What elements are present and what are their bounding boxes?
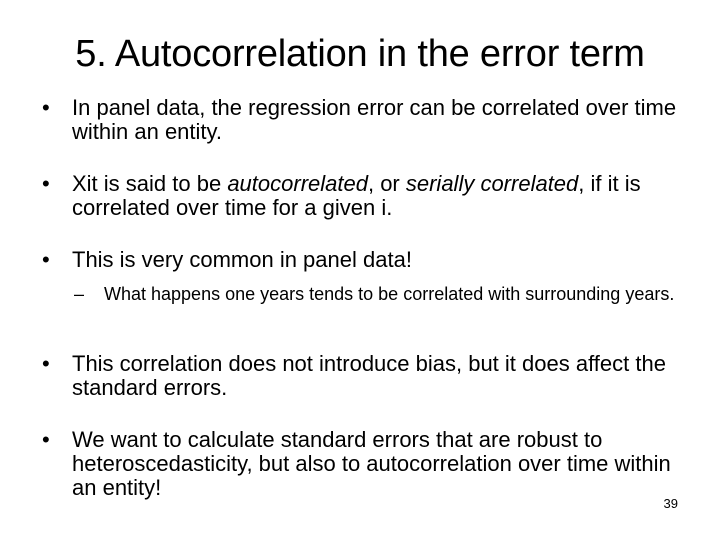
bullet-icon: •	[42, 351, 50, 376]
bullet-item	[42, 352, 682, 400]
bullet-item	[42, 172, 682, 220]
bullet-text: This is very common in panel data!	[72, 247, 412, 272]
sub-bullet-item	[74, 284, 684, 304]
bullet-text-suffix: , if it is correlated over time for a given i.	[72, 171, 641, 220]
sub-bullet-text: What happens one years tends to be correlated with surrounding years.	[104, 284, 675, 304]
bullet-item	[42, 96, 682, 144]
bullet-text: In panel data, the regression error can be correlated over time within an entity.	[72, 95, 677, 144]
dash-icon: –	[74, 284, 85, 304]
bullet-text	[72, 172, 682, 220]
bullet-text-prefix: Xit is said to be	[72, 171, 228, 196]
bullet-text: We want to calculate standard errors that are robust to heteroscedasticity, but also to autocorrelation over time within an entity!	[72, 427, 671, 500]
bullet-text-middle: , or	[367, 171, 406, 196]
bullet-text-emphasis: autocorrelated	[227, 171, 368, 196]
bullet-icon: •	[42, 95, 50, 120]
slide-title: 5. Autocorrelation in the error term	[75, 33, 645, 75]
bullet-text: This correlation does not introduce bias, but it does affect the standard errors.	[72, 351, 666, 400]
bullet-icon: •	[42, 247, 50, 272]
bullet-icon: •	[42, 171, 50, 196]
bullet-item	[42, 248, 682, 272]
page-number: 39	[663, 496, 678, 511]
bullet-text-emphasis: serially correlated	[405, 171, 579, 196]
bullet-item	[42, 428, 682, 500]
bullet-icon: •	[42, 427, 50, 452]
